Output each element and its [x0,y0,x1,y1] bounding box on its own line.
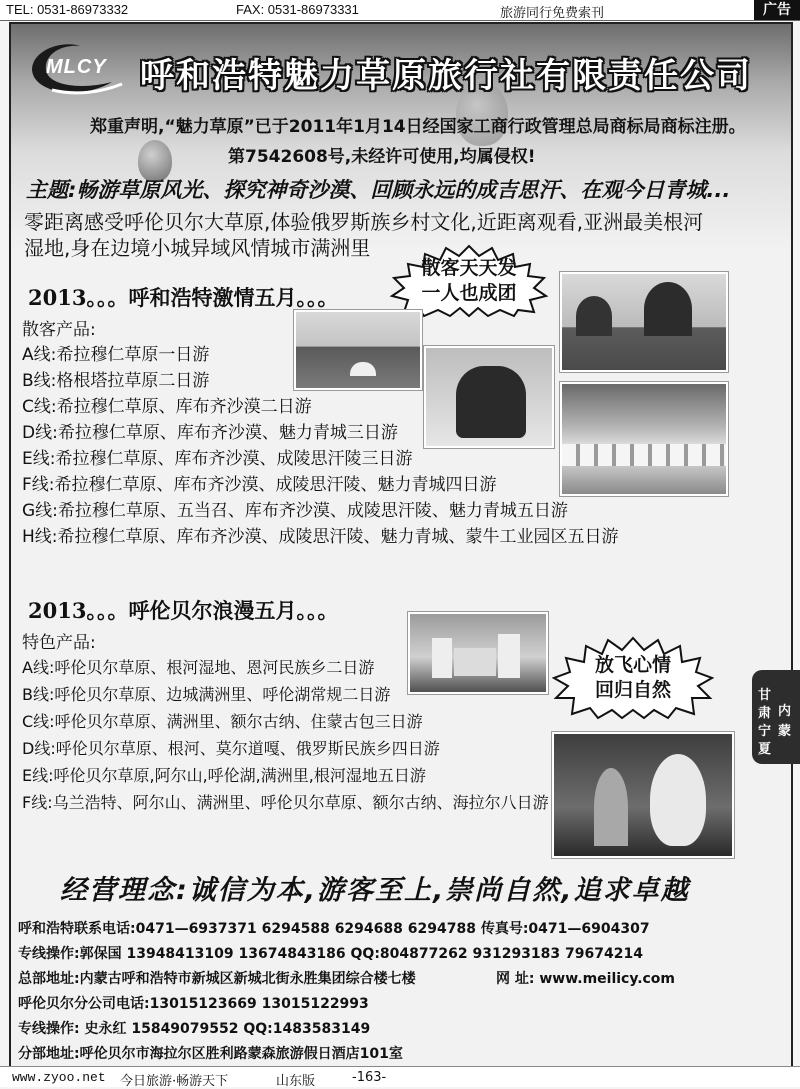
section-title-hulunbuir: 2013。。。呼伦贝尔浪漫五月。。。 [28,598,339,623]
route-item: A线:希拉穆仁草原一日游 [22,345,210,365]
route-item: B线:格根塔拉草原二日游 [22,371,210,391]
grassland-yurt-photo [294,310,422,390]
side-tab-char: 内 [778,704,792,719]
route-item: B线:呼伦贝尔草原、边城满洲里、呼伦湖常规二日游 [22,685,391,704]
page-number: -163- [352,1070,387,1085]
russian-doll-building-photo [552,732,734,858]
top-info-bar [0,0,800,21]
route-item: F线:希拉穆仁草原、库布齐沙漠、成陵思汗陵、魅力青城四日游 [22,475,497,495]
intro-line: 湿地,身在边境小城异域风情城市满洲里 [24,236,371,260]
badge-line: 放飞心情 [594,654,671,676]
side-tab-char: 肃 [758,706,772,721]
route-item: A线:呼伦贝尔草原、根河湿地、恩河民族乡二日游 [22,658,375,677]
route-item: D线:希拉穆仁草原、库布齐沙漠、魅力青城三日游 [22,423,398,443]
company-name: 呼和浩特魅力草原旅行社有限责任公司 [140,56,752,96]
route-item: E线:呼伦贝尔草原,阿尔山,呼伦湖,满洲里,根河湿地五日游 [22,766,426,785]
trademark-notice: 郑重声明,“魅力草原”已于2011年1月14日经国家工商行政管理总局商标局商标注册。 [90,117,746,137]
operator-line-1: 专线操作:郭保国 13948413109 13674843186 QQ:804877262 931293183 79674214 [18,946,643,962]
genghis-khan-statue-photo [424,346,554,448]
hulunbuir-phone: 呼伦贝尔分公司电话:13015123669 13015122993 [18,996,369,1012]
stupa-temple-photo [560,382,728,496]
theme-line: 主题:畅游草原风光、探究神奇沙漠、回顾永远的成吉思汗、在观今日青城... [26,178,731,202]
route-item: E线:希拉穆仁草原、库布齐沙漠、成陵思汗陵三日游 [22,449,413,469]
badge-line: 散客天天发 [421,257,517,279]
route-item: C线:呼伦贝尔草原、满洲里、额尔古纳、住蒙古包三日游 [22,712,423,731]
route-item: G线:希拉穆仁草原、五当召、库布齐沙漠、成陵思汗陵、魅力青城五日游 [22,501,568,521]
page-footer [0,1066,800,1087]
journal-text: 旅游同行免费索刊 [500,5,605,20]
website: 网 址: www.meilicy.com [496,971,676,987]
logo-text: MLCY [46,56,107,78]
free-spirit-badge [552,636,714,720]
side-tab-char: 甘 [758,688,772,703]
ad-tag: 广告 [754,0,800,20]
mongolian-palace-photo [560,272,728,372]
hohhot-phone: 呼和浩特联系电话:0471—6937371 6294588 6294688 6294788 传真号:0471—6904307 [18,921,650,937]
tel-text: TEL: 0531-86973332 [6,2,129,17]
region-side-tab [752,670,800,764]
section-title-hohhot: 2013。。。呼和浩特激情五月。。。 [28,285,339,310]
business-motto: 经营理念:诚信为本,游客至上,崇尚自然,追求卓越 [60,875,690,906]
trademark-number: 第7542608号,未经许可使用,均属侵权! [228,147,536,167]
section-subtitle: 散客产品: [22,320,96,340]
route-item: H线:希拉穆仁草原、库布齐沙漠、成陵思汗陵、魅力青城、蒙牛工业园区五日游 [22,527,619,547]
side-tab-char: 宁 [758,724,772,739]
route-item: F线:乌兰浩特、阿尔山、满洲里、呼伦贝尔草原、额尔古纳、海拉尔八日游 [22,793,549,812]
section-subtitle: 特色产品: [22,633,96,653]
side-tab-char: 夏 [758,742,772,757]
side-tab-char: 蒙 [778,724,792,739]
city-square-photo [408,612,548,694]
branch-address: 分部地址:呼伦贝尔市海拉尔区胜利路蒙森旅游假日酒店101室 [18,1046,403,1062]
intro-line: 零距离感受呼伦贝尔大草原,体验俄罗斯族乡村文化,近距离观看,亚洲最美根河 [24,210,704,234]
route-item: D线:呼伦贝尔草原、根河、莫尔道嘎、俄罗斯民族乡四日游 [22,739,440,758]
hq-address: 总部地址:内蒙古呼和浩特市新城区新城北街永胜集团综合楼七楼 [18,971,416,987]
badge-line: 回归自然 [594,679,671,701]
fax-text: FAX: 0531-86973331 [236,2,359,17]
route-item: C线:希拉穆仁草原、库布齐沙漠二日游 [22,397,312,417]
badge-line: 一人也成团 [421,282,517,304]
footer-slogan: 今日旅游·畅游天下 [120,1074,229,1089]
footer-edition: 山东版 [276,1074,316,1089]
footer-site: www.zyoo.net [12,1070,106,1085]
operator-line-2: 专线操作: 史永红 15849079552 QQ:1483583149 [18,1021,371,1037]
daily-departure-badge [388,244,550,318]
